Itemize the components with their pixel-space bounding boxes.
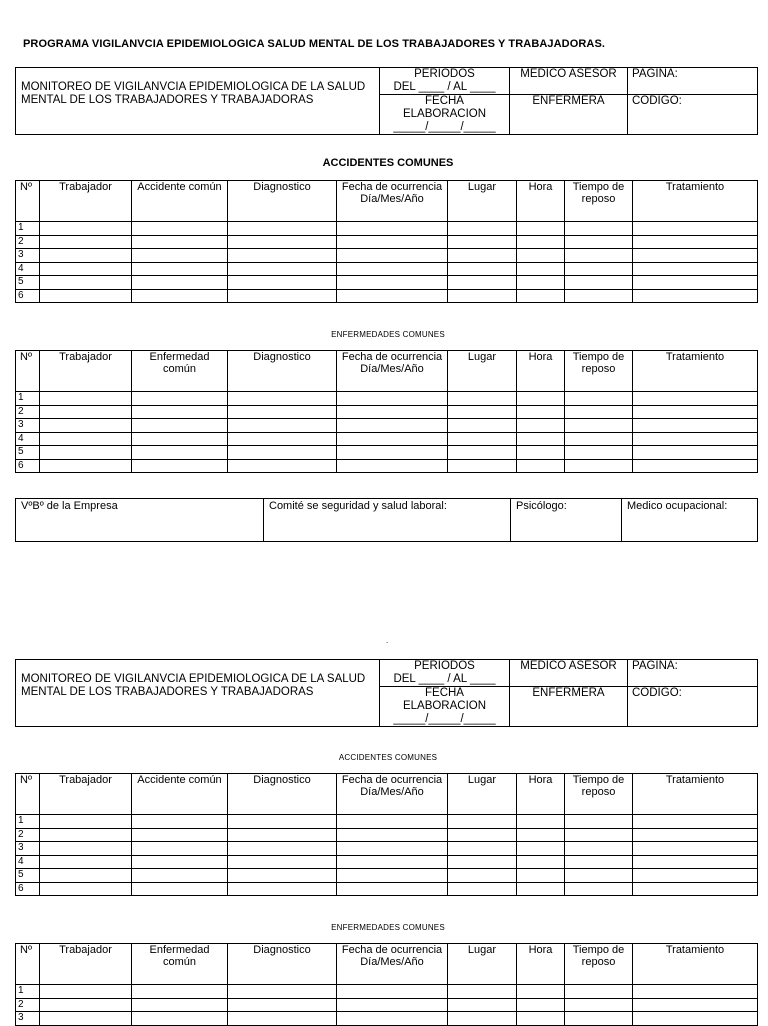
col-diagnostico: Diagnostico: [228, 351, 337, 392]
col-tratamiento: Tratamiento: [633, 774, 758, 815]
monitoring-header: [15, 67, 758, 135]
col-diagnostico: Diagnostico: [228, 944, 337, 985]
trabajador-field[interactable]: [40, 842, 132, 856]
lugar-field[interactable]: [448, 446, 517, 460]
accidente-field[interactable]: [132, 235, 228, 249]
trabajador-field[interactable]: [40, 262, 132, 276]
tratamiento-field[interactable]: [633, 459, 758, 473]
row-number: 2: [16, 998, 40, 1012]
reposo-field[interactable]: [565, 828, 633, 842]
row-number: 6: [16, 289, 40, 303]
medico-asesor-label: MEDICO ASESOR: [510, 68, 628, 95]
fecha-cell: [380, 687, 510, 727]
table-row: [16, 446, 758, 460]
hora-field[interactable]: [517, 828, 565, 842]
col-diagnostico: Diagnostico: [228, 181, 337, 222]
lugar-field[interactable]: [448, 828, 517, 842]
tratamiento-field[interactable]: [633, 276, 758, 290]
tratamiento-field[interactable]: [633, 998, 758, 1012]
enfermedad-field[interactable]: [132, 419, 228, 433]
table-row: [16, 276, 758, 290]
reposo-field[interactable]: [565, 262, 633, 276]
tratamiento-field[interactable]: [633, 392, 758, 406]
accidents-table: [15, 180, 758, 303]
lugar-field[interactable]: [448, 815, 517, 829]
hora-field[interactable]: [517, 446, 565, 460]
col-reposo: Tiempo de reposo: [565, 774, 633, 815]
trabajador-field[interactable]: [40, 249, 132, 263]
diseases-title: ENFERMEDADES COMUNES: [331, 330, 445, 339]
periods-label: PERIODOS: [414, 68, 475, 80]
table-row: [16, 405, 758, 419]
row-number: 1: [16, 392, 40, 406]
signature-table: [15, 498, 758, 542]
col-lugar: Lugar: [448, 774, 517, 815]
reposo-field[interactable]: [565, 392, 633, 406]
table-row: [16, 249, 758, 263]
lugar-field[interactable]: [448, 1012, 517, 1026]
diagnostico-field[interactable]: [228, 222, 337, 236]
hora-field[interactable]: [517, 985, 565, 999]
enfermedad-field[interactable]: [132, 392, 228, 406]
reposo-field[interactable]: [565, 432, 633, 446]
tratamiento-field[interactable]: [633, 1012, 758, 1026]
table-row: [16, 392, 758, 406]
diagnostico-field[interactable]: [228, 998, 337, 1012]
diagnostico-field[interactable]: [228, 459, 337, 473]
enfermedad-field[interactable]: [132, 1012, 228, 1026]
reposo-field[interactable]: [565, 855, 633, 869]
program-title: PROGRAMA VIGILANVCIA EPIDEMIOLOGICA SALUD MENTAL DE LOS TRABAJADORES Y TRABAJADORAS.: [23, 38, 606, 50]
col-diagnostico: Diagnostico: [228, 774, 337, 815]
fecha-field[interactable]: [337, 985, 448, 999]
hora-field[interactable]: [517, 1012, 565, 1026]
reposo-field[interactable]: [565, 985, 633, 999]
col-hora: Hora: [517, 181, 565, 222]
trabajador-field[interactable]: [40, 869, 132, 883]
row-number: 3: [16, 419, 40, 433]
lugar-field[interactable]: [448, 262, 517, 276]
fecha-field[interactable]: [337, 998, 448, 1012]
reposo-field[interactable]: [565, 222, 633, 236]
reposo-field[interactable]: [565, 1012, 633, 1026]
lugar-field[interactable]: [448, 405, 517, 419]
table-row: [16, 1012, 758, 1026]
col-hora: Hora: [517, 944, 565, 985]
accidente-field[interactable]: [132, 869, 228, 883]
row-number: 3: [16, 842, 40, 856]
fecha-field[interactable]: [337, 1012, 448, 1026]
tratamiento-field[interactable]: [633, 249, 758, 263]
col-trabajador: Trabajador: [40, 774, 132, 815]
hora-field[interactable]: [517, 235, 565, 249]
accidents-title-2: ACCIDENTES COMUNES: [338, 753, 438, 762]
col-enfermedad: Enfermedad común: [132, 351, 228, 392]
hora-field[interactable]: [517, 392, 565, 406]
col-trabajador: Trabajador: [40, 181, 132, 222]
periods-cell: [380, 660, 510, 687]
tratamiento-field[interactable]: [633, 289, 758, 303]
trabajador-field[interactable]: [40, 446, 132, 460]
col-hora: Hora: [517, 774, 565, 815]
trabajador-field[interactable]: [40, 998, 132, 1012]
row-number: 3: [16, 1012, 40, 1026]
enfermera-label: ENFERMERA: [510, 687, 628, 727]
col-tratamiento: Tratamiento: [633, 944, 758, 985]
diagnostico-field[interactable]: [228, 249, 337, 263]
fecha-field[interactable]: [337, 235, 448, 249]
diagnostico-field[interactable]: [228, 262, 337, 276]
row-number: 1: [16, 985, 40, 999]
fecha-field[interactable]: [337, 855, 448, 869]
diagnostico-field[interactable]: [228, 1012, 337, 1026]
tratamiento-field[interactable]: [633, 869, 758, 883]
hora-field[interactable]: [517, 815, 565, 829]
diagnostico-field[interactable]: [228, 869, 337, 883]
fecha-field[interactable]: [337, 419, 448, 433]
accidente-field[interactable]: [132, 249, 228, 263]
table-row: [16, 289, 758, 303]
diagnostico-field[interactable]: [228, 815, 337, 829]
col-fecha: Fecha de ocurrencia Día/Mes/Año: [337, 351, 448, 392]
lugar-field[interactable]: [448, 842, 517, 856]
accidente-field[interactable]: [132, 262, 228, 276]
lugar-field[interactable]: [448, 392, 517, 406]
reposo-field[interactable]: [565, 276, 633, 290]
diagnostico-field[interactable]: [228, 276, 337, 290]
fecha-line: _____/_____/_____: [393, 713, 496, 725]
enfermedad-field[interactable]: [132, 405, 228, 419]
accidents-title: ACCIDENTES COMUNES: [322, 157, 454, 169]
lugar-field[interactable]: [448, 998, 517, 1012]
row-number: 4: [16, 262, 40, 276]
accidente-field[interactable]: [132, 289, 228, 303]
col-reposo: Tiempo de reposo: [565, 944, 633, 985]
col-enfermedad: Enfermedad común: [132, 944, 228, 985]
enfermedad-field[interactable]: [132, 985, 228, 999]
trabajador-field[interactable]: [40, 815, 132, 829]
hora-field[interactable]: [517, 222, 565, 236]
hora-field[interactable]: [517, 855, 565, 869]
diseases-table: [15, 350, 758, 473]
accidente-field[interactable]: [132, 828, 228, 842]
periods-label: PERIODOS: [414, 660, 475, 672]
lugar-field[interactable]: [448, 459, 517, 473]
fecha-cell: [380, 95, 510, 135]
enfermedad-field[interactable]: [132, 459, 228, 473]
tratamiento-field[interactable]: [633, 405, 758, 419]
enfermedad-field[interactable]: [132, 446, 228, 460]
col-reposo: Tiempo de reposo: [565, 351, 633, 392]
col-lugar: Lugar: [448, 351, 517, 392]
lugar-field[interactable]: [448, 276, 517, 290]
empresa-signature[interactable]: VºBº de la Empresa: [16, 499, 264, 542]
monitoring-title: MONITOREO DE VIGILANVCIA EPIDEMIOLOGICA DE LA SALUD MENTAL DE LOS TRABAJADORES Y TRABAJADORAS: [16, 660, 380, 727]
fecha-field[interactable]: [337, 446, 448, 460]
accidente-field[interactable]: [132, 882, 228, 896]
fecha-field[interactable]: [337, 222, 448, 236]
reposo-field[interactable]: [565, 405, 633, 419]
fecha-field[interactable]: [337, 869, 448, 883]
diseases-title-2: ENFERMEDADES COMUNES: [331, 923, 445, 932]
periods-line: DEL ____ / AL ____: [393, 673, 496, 685]
hora-field[interactable]: [517, 419, 565, 433]
diagnostico-field[interactable]: [228, 446, 337, 460]
page-dot: .: [386, 636, 389, 645]
hora-field[interactable]: [517, 998, 565, 1012]
row-number: 6: [16, 882, 40, 896]
diagnostico-field[interactable]: [228, 842, 337, 856]
tratamiento-field[interactable]: [633, 262, 758, 276]
periods-line: DEL ____ / AL ____: [393, 81, 496, 93]
periods-cell: [380, 68, 510, 95]
trabajador-field[interactable]: [40, 432, 132, 446]
table-row: [16, 882, 758, 896]
lugar-field[interactable]: [448, 249, 517, 263]
table-row: [16, 459, 758, 473]
row-number: 1: [16, 222, 40, 236]
reposo-field[interactable]: [565, 842, 633, 856]
table-row: [16, 262, 758, 276]
col-tratamiento: Tratamiento: [633, 181, 758, 222]
elaboracion-label: ELABORACION: [402, 108, 487, 120]
col-num: Nº: [16, 944, 40, 985]
table-row: [16, 869, 758, 883]
col-tratamiento: Tratamiento: [633, 351, 758, 392]
diagnostico-field[interactable]: [228, 882, 337, 896]
hora-field[interactable]: [517, 882, 565, 896]
lugar-field[interactable]: [448, 222, 517, 236]
fecha-field[interactable]: [337, 459, 448, 473]
enfermera-label: ENFERMERA: [510, 95, 628, 135]
fecha-field[interactable]: [337, 882, 448, 896]
col-accidente: Accidente común: [132, 774, 228, 815]
col-accidente: Accidente común: [132, 181, 228, 222]
elaboracion-label: ELABORACION: [402, 700, 487, 712]
pagina-label: PAGINA:: [628, 660, 758, 687]
fecha-field[interactable]: [337, 392, 448, 406]
tratamiento-field[interactable]: [633, 985, 758, 999]
tratamiento-field[interactable]: [633, 842, 758, 856]
col-fecha: Fecha de ocurrencia Día/Mes/Año: [337, 774, 448, 815]
hora-field[interactable]: [517, 249, 565, 263]
lugar-field[interactable]: [448, 869, 517, 883]
pagina-label: PAGINA:: [628, 68, 758, 95]
reposo-field[interactable]: [565, 869, 633, 883]
row-number: 1: [16, 815, 40, 829]
reposo-field[interactable]: [565, 249, 633, 263]
trabajador-field[interactable]: [40, 289, 132, 303]
hora-field[interactable]: [517, 289, 565, 303]
medico-asesor-label: MEDICO ASESOR: [510, 660, 628, 687]
tratamiento-field[interactable]: [633, 855, 758, 869]
trabajador-field[interactable]: [40, 882, 132, 896]
trabajador-field[interactable]: [40, 392, 132, 406]
comite-signature[interactable]: Comité se seguridad y salud laboral:: [264, 499, 511, 542]
hora-field[interactable]: [517, 842, 565, 856]
fecha-field[interactable]: [337, 432, 448, 446]
row-number: 3: [16, 249, 40, 263]
diagnostico-field[interactable]: [228, 235, 337, 249]
tratamiento-field[interactable]: [633, 446, 758, 460]
row-number: 2: [16, 405, 40, 419]
table-row: [16, 855, 758, 869]
trabajador-field[interactable]: [40, 276, 132, 290]
table-row: [16, 842, 758, 856]
monitoring-header-2: [15, 659, 758, 727]
monitoring-title: MONITOREO DE VIGILANVCIA EPIDEMIOLOGICA DE LA SALUD MENTAL DE LOS TRABAJADORES Y TRABAJADORAS: [16, 68, 380, 135]
col-lugar: Lugar: [448, 944, 517, 985]
trabajador-field[interactable]: [40, 1012, 132, 1026]
col-fecha: Fecha de ocurrencia Día/Mes/Año: [337, 944, 448, 985]
row-number: 5: [16, 869, 40, 883]
accidente-field[interactable]: [132, 276, 228, 290]
reposo-field[interactable]: [565, 235, 633, 249]
diagnostico-field[interactable]: [228, 392, 337, 406]
tratamiento-field[interactable]: [633, 222, 758, 236]
table-row: [16, 432, 758, 446]
fecha-field[interactable]: [337, 405, 448, 419]
diagnostico-field[interactable]: [228, 985, 337, 999]
row-number: 2: [16, 828, 40, 842]
trabajador-field[interactable]: [40, 419, 132, 433]
diagnostico-field[interactable]: [228, 855, 337, 869]
medico-ocupacional-signature[interactable]: Medico ocupacional:: [622, 499, 758, 542]
fecha-label: FECHA: [425, 687, 464, 699]
col-num: Nº: [16, 774, 40, 815]
fecha-label: FECHA: [425, 95, 464, 107]
fecha-field[interactable]: [337, 289, 448, 303]
diagnostico-field[interactable]: [228, 405, 337, 419]
psicologo-signature[interactable]: Psicólogo:: [511, 499, 622, 542]
trabajador-field[interactable]: [40, 985, 132, 999]
diagnostico-field[interactable]: [228, 432, 337, 446]
fecha-field[interactable]: [337, 276, 448, 290]
lugar-field[interactable]: [448, 985, 517, 999]
reposo-field[interactable]: [565, 459, 633, 473]
table-row: [16, 222, 758, 236]
codigo-label: CODIGO:: [628, 687, 758, 727]
fecha-field[interactable]: [337, 262, 448, 276]
col-lugar: Lugar: [448, 181, 517, 222]
col-trabajador: Trabajador: [40, 351, 132, 392]
diseases-table-2: [15, 943, 758, 1026]
tratamiento-field[interactable]: [633, 882, 758, 896]
col-num: Nº: [16, 181, 40, 222]
trabajador-field[interactable]: [40, 405, 132, 419]
lugar-field[interactable]: [448, 419, 517, 433]
row-number: 5: [16, 446, 40, 460]
reposo-field[interactable]: [565, 998, 633, 1012]
accidente-field[interactable]: [132, 815, 228, 829]
trabajador-field[interactable]: [40, 459, 132, 473]
row-number: 2: [16, 235, 40, 249]
hora-field[interactable]: [517, 276, 565, 290]
col-trabajador: Trabajador: [40, 944, 132, 985]
tratamiento-field[interactable]: [633, 235, 758, 249]
col-reposo: Tiempo de reposo: [565, 181, 633, 222]
row-number: 6: [16, 459, 40, 473]
col-fecha: Fecha de ocurrencia Día/Mes/Año: [337, 181, 448, 222]
reposo-field[interactable]: [565, 289, 633, 303]
col-hora: Hora: [517, 351, 565, 392]
hora-field[interactable]: [517, 262, 565, 276]
tratamiento-field[interactable]: [633, 432, 758, 446]
accidente-field[interactable]: [132, 842, 228, 856]
lugar-field[interactable]: [448, 882, 517, 896]
table-row: [16, 828, 758, 842]
tratamiento-field[interactable]: [633, 815, 758, 829]
trabajador-field[interactable]: [40, 828, 132, 842]
hora-field[interactable]: [517, 459, 565, 473]
fecha-line: _____/_____/_____: [393, 121, 496, 133]
lugar-field[interactable]: [448, 289, 517, 303]
fecha-field[interactable]: [337, 815, 448, 829]
hora-field[interactable]: [517, 405, 565, 419]
trabajador-field[interactable]: [40, 855, 132, 869]
trabajador-field[interactable]: [40, 222, 132, 236]
reposo-field[interactable]: [565, 815, 633, 829]
fecha-field[interactable]: [337, 828, 448, 842]
col-num: Nº: [16, 351, 40, 392]
enfermedad-field[interactable]: [132, 998, 228, 1012]
table-row: [16, 235, 758, 249]
row-number: 5: [16, 276, 40, 290]
trabajador-field[interactable]: [40, 235, 132, 249]
hora-field[interactable]: [517, 869, 565, 883]
fecha-field[interactable]: [337, 842, 448, 856]
lugar-field[interactable]: [448, 432, 517, 446]
diagnostico-field[interactable]: [228, 289, 337, 303]
table-row: [16, 985, 758, 999]
reposo-field[interactable]: [565, 446, 633, 460]
fecha-field[interactable]: [337, 249, 448, 263]
accidente-field[interactable]: [132, 222, 228, 236]
table-row: [16, 419, 758, 433]
tratamiento-field[interactable]: [633, 828, 758, 842]
codigo-label: CODIGO:: [628, 95, 758, 135]
row-number: 4: [16, 855, 40, 869]
row-number: 4: [16, 432, 40, 446]
reposo-field[interactable]: [565, 419, 633, 433]
diagnostico-field[interactable]: [228, 828, 337, 842]
table-row: [16, 998, 758, 1012]
lugar-field[interactable]: [448, 235, 517, 249]
lugar-field[interactable]: [448, 855, 517, 869]
accidents-table-2: [15, 773, 758, 896]
accidente-field[interactable]: [132, 855, 228, 869]
hora-field[interactable]: [517, 432, 565, 446]
diagnostico-field[interactable]: [228, 419, 337, 433]
table-row: [16, 815, 758, 829]
reposo-field[interactable]: [565, 882, 633, 896]
tratamiento-field[interactable]: [633, 419, 758, 433]
enfermedad-field[interactable]: [132, 432, 228, 446]
